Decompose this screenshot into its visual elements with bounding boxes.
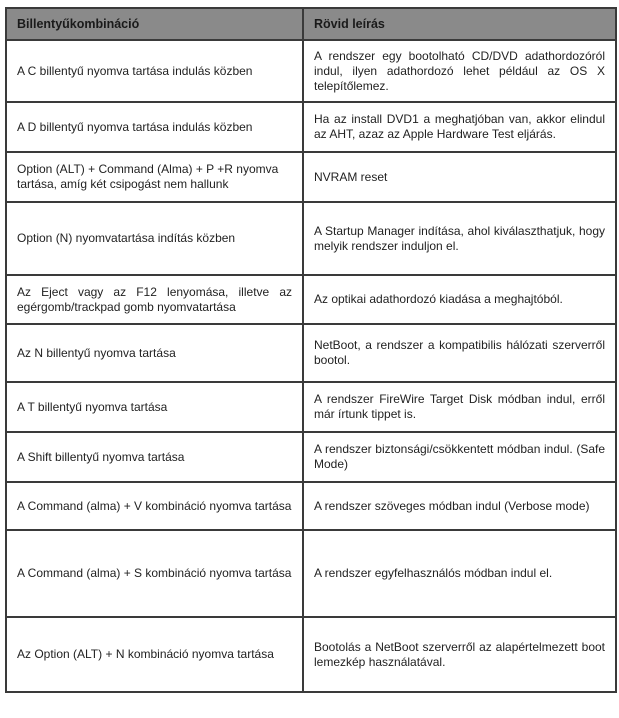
- cell-description: NVRAM reset: [303, 152, 616, 202]
- cell-combination: A D billentyű nyomva tartása indulás közben: [6, 102, 303, 152]
- cell-description: A rendszer egy bootolható CD/DVD adathordozóról indul, ilyen adathordozó lehet például az OS X telepítőlemez.: [303, 40, 616, 102]
- cell-combination: Az N billentyű nyomva tartása: [6, 324, 303, 382]
- header-combination: Billentyűkombináció: [6, 8, 303, 40]
- table-row: [6, 617, 616, 692]
- cell-combination: Az Option (ALT) + N kombináció nyomva tartása: [6, 617, 303, 692]
- cell-combination: A Command (alma) + S kombináció nyomva tartása: [6, 530, 303, 617]
- cell-description: Ha az install DVD1 a meghatjóban van, akkor elindul az AHT, azaz az Apple Hardware Test eljárás.: [303, 102, 616, 152]
- header-description: Rövid leírás: [303, 8, 616, 40]
- table-row: [6, 202, 616, 275]
- table-row: [6, 432, 616, 482]
- table-row: [6, 482, 616, 530]
- cell-combination: Option (ALT) + Command (Alma) + P +R nyomva tartása, amíg két csipogást nem hallunk: [6, 152, 303, 202]
- table-row: [6, 275, 616, 324]
- cell-description: NetBoot, a rendszer a kompatibilis hálózati szerverről bootol.: [303, 324, 616, 382]
- cell-description: Az optikai adathordozó kiadása a meghajtóból.: [303, 275, 616, 324]
- table-row: [6, 324, 616, 382]
- table-row: [6, 40, 616, 102]
- startup-shortcuts-table: [5, 7, 617, 693]
- table-row: [6, 382, 616, 432]
- cell-combination: A Command (alma) + V kombináció nyomva tartása: [6, 482, 303, 530]
- table-row: [6, 102, 616, 152]
- cell-description: Bootolás a NetBoot szerverről az alapértelmezett boot lemezkép használatával.: [303, 617, 616, 692]
- cell-combination: A C billentyű nyomva tartása indulás közben: [6, 40, 303, 102]
- cell-combination: A T billentyű nyomva tartása: [6, 382, 303, 432]
- cell-description: A rendszer szöveges módban indul (Verbose mode): [303, 482, 616, 530]
- cell-description: A rendszer FireWire Target Disk módban indul, erről már írtunk tippet is.: [303, 382, 616, 432]
- table-header-row: [6, 8, 616, 40]
- cell-description: A Startup Manager indítása, ahol kiválaszthatjuk, hogy melyik rendszer induljon el.: [303, 202, 616, 275]
- cell-description: A rendszer biztonsági/csökkentett módban indul. (Safe Mode): [303, 432, 616, 482]
- table-row: [6, 530, 616, 617]
- cell-combination: A Shift billentyű nyomva tartása: [6, 432, 303, 482]
- cell-combination: Az Eject vagy az F12 lenyomása, illetve az egérgomb/trackpad gomb nyomvatartása: [6, 275, 303, 324]
- shortcut-table-container: [5, 7, 615, 693]
- cell-combination: Option (N) nyomvatartása indítás közben: [6, 202, 303, 275]
- table-row: [6, 152, 616, 202]
- cell-description: A rendszer egyfelhasználós módban indul el.: [303, 530, 616, 617]
